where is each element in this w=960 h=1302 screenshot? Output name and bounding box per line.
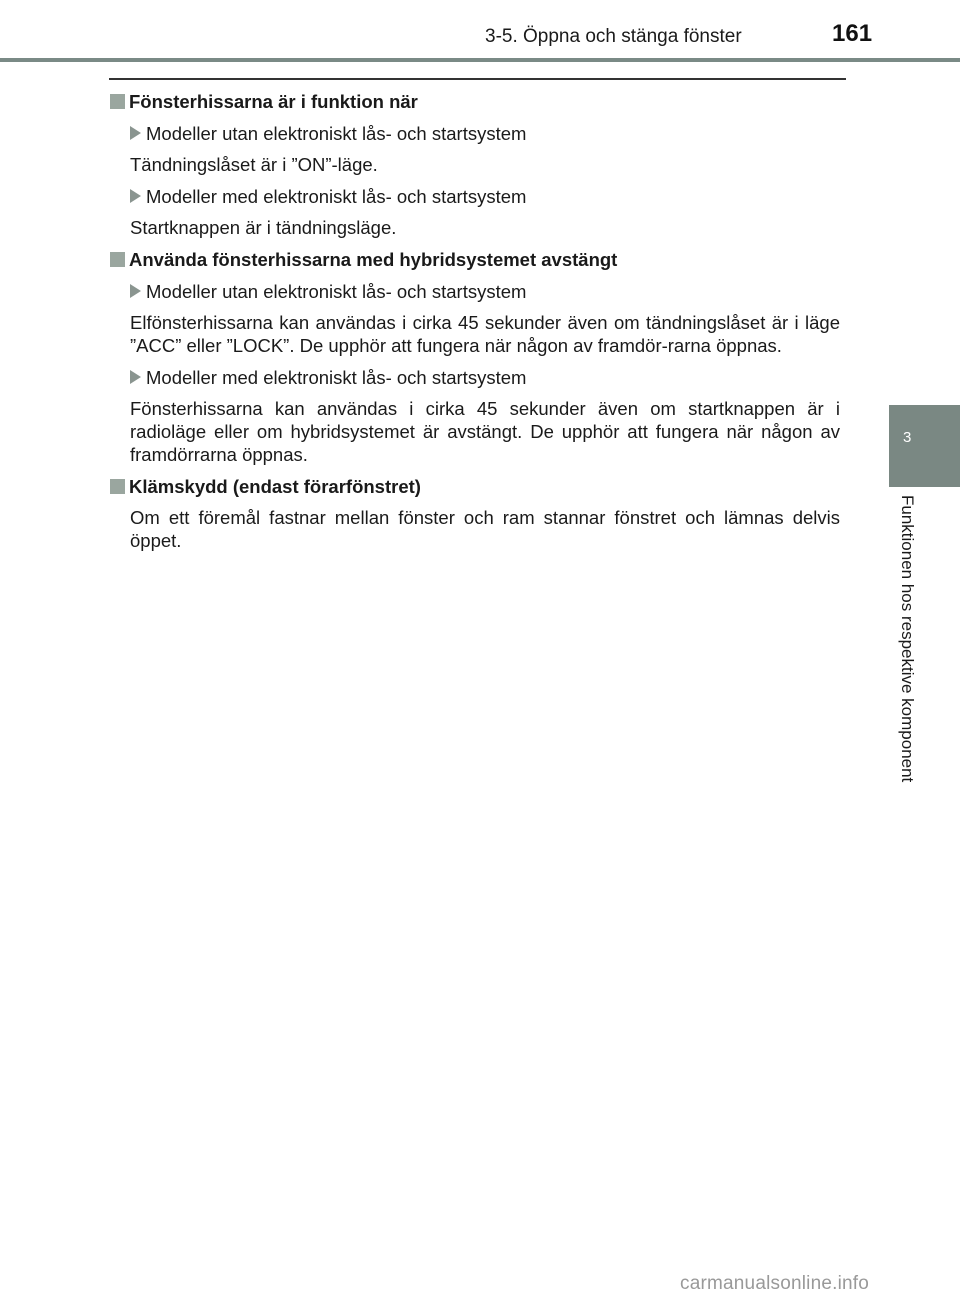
triangle-bullet-icon bbox=[130, 189, 141, 203]
section-title: 3-5. Öppna och stänga fönster bbox=[485, 26, 742, 47]
chapter-number: 3 bbox=[903, 429, 912, 446]
header-divider bbox=[0, 58, 960, 62]
triangle-bullet-icon bbox=[130, 284, 141, 298]
section-heading bbox=[110, 89, 840, 113]
page-number: 161 bbox=[832, 20, 873, 47]
triangle-bullet-icon bbox=[130, 370, 141, 384]
paragraph: Elfönsterhissarna kan användas i cirka 45 sekunder även om tändningslåset är i läge ”ACC” eller ”LOCK”. De upphör att fungera när någon av framdör-rarna öppnas. bbox=[130, 312, 840, 356]
subheading bbox=[130, 184, 840, 208]
paragraph: Om ett föremål fastnar mellan fönster och ram stannar fönstret och lämnas delvis öppet. bbox=[130, 507, 840, 551]
subheading bbox=[130, 365, 840, 389]
heading-text: Använda fönsterhissarna med hybridsystemet avstängt bbox=[129, 248, 618, 270]
square-bullet-icon bbox=[110, 252, 125, 267]
paragraph: Fönsterhissarna kan användas i cirka 45 sekunder även om startknappen är i radioläge eller om hybridsystemet är avstängt. De upphör att fungera när någon av framdörrarna öppnas. bbox=[130, 398, 840, 465]
subheading-text: Modeller utan elektroniskt lås- och startsystem bbox=[146, 280, 527, 302]
content-top-rule bbox=[109, 78, 846, 80]
subheading-text: Modeller med elektroniskt lås- och startsystem bbox=[146, 185, 527, 207]
paragraph: Startknappen är i tändningsläge. bbox=[130, 217, 397, 238]
heading-text: Fönsterhissarna är i funktion när bbox=[129, 90, 418, 112]
square-bullet-icon bbox=[110, 479, 125, 494]
section-window-function bbox=[110, 89, 840, 239]
paragraph: Tändningslåset är i ”ON”-läge. bbox=[130, 154, 378, 175]
subheading-text: Modeller med elektroniskt lås- och startsystem bbox=[146, 366, 527, 388]
subheading-text: Modeller utan elektroniskt lås- och startsystem bbox=[146, 122, 527, 144]
subheading bbox=[130, 279, 840, 303]
subheading bbox=[130, 121, 840, 145]
chapter-tab bbox=[889, 405, 960, 487]
heading-text: Klämskydd (endast förarfönstret) bbox=[129, 475, 421, 497]
section-heading bbox=[110, 474, 840, 498]
page-content bbox=[110, 89, 840, 560]
section-heading bbox=[110, 247, 840, 271]
section-hybrid-off bbox=[110, 247, 840, 466]
section-jam-protection bbox=[110, 474, 840, 552]
triangle-bullet-icon bbox=[130, 126, 141, 140]
watermark: carmanualsonline.info bbox=[680, 1273, 870, 1294]
square-bullet-icon bbox=[110, 94, 125, 109]
chapter-title: Funktionen hos respektive komponent bbox=[898, 495, 917, 783]
